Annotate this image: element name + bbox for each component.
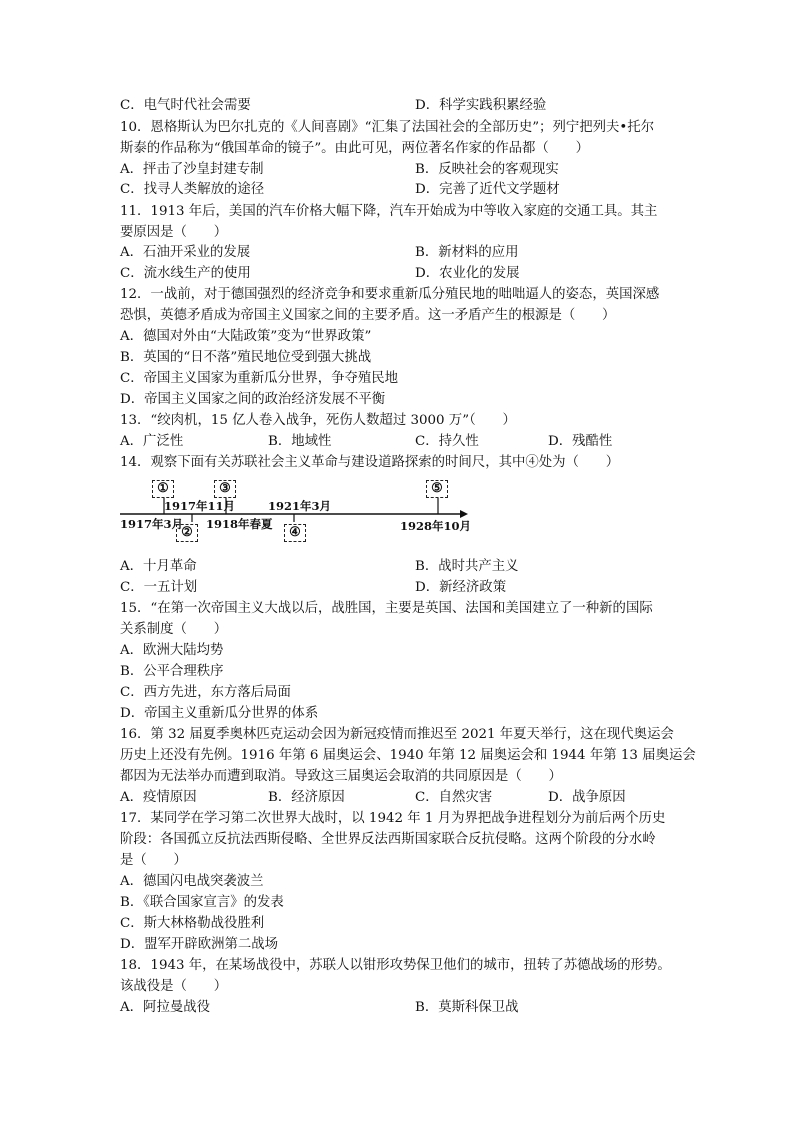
q11-stem-line-2: 要原因是（ ）	[120, 225, 228, 240]
q17-stem-line-1: 17．某同学在学习第二次世界大战时，以 1942 年 1 月为界把战争进程划分为前后两个历史	[120, 811, 666, 826]
q15-option-b: B．公平合理秩序	[120, 664, 224, 679]
q12-stem-line-2: 恐惧，英德矛盾成为帝国主义国家之间的主要矛盾。这一矛盾产生的根源是（ ）	[120, 308, 616, 323]
q17-option-c: C．斯大林格勒战役胜利	[120, 916, 265, 931]
q11-option-c: C．流水线生产的使用	[120, 266, 251, 281]
q11-option-a: A．石油开采业的发展	[120, 245, 251, 260]
q16-stem-line-3: 都因为无法举办而遭到取消。导致这三届奥运会取消的共同原因是（ ）	[120, 769, 562, 784]
q15-stem-line-2: 关系制度（ ）	[120, 622, 228, 637]
timeline-mark-2: ②	[176, 524, 198, 542]
q10-option-b: B．反映社会的客观现实	[415, 162, 559, 177]
q16-option-c: C．自然灾害	[415, 790, 493, 805]
q14-option-d: D．新经济政策	[415, 580, 507, 595]
q18-stem-line-1: 18．1943 年，在某场战役中，苏联人以钳形攻势保卫他们的城市，扭转了苏德战场的形势。	[120, 958, 671, 973]
q16-stem-line-1: 16．第 32 届夏季奥林匹克运动会因为新冠疫情而推迟至 2021 年夏天举行，这在现代奥运会	[120, 727, 674, 742]
q18-option-a: A．阿拉曼战役	[120, 1000, 211, 1015]
q12-option-c: C．帝国主义国家为重新瓜分世界，争夺殖民地	[120, 371, 399, 386]
q17-stem-line-3: 是（ ）	[120, 853, 187, 868]
timeline-mark-3: ③	[214, 480, 236, 498]
q16-option-d: D．战争原因	[548, 790, 626, 805]
q17-option-b: B．《联合国家宣言》的发表	[120, 895, 284, 910]
q13-option-a: A．广泛性	[120, 434, 184, 449]
timeline-label-1917-3: 1917年3月	[120, 517, 184, 531]
timeline-mark-4: ④	[284, 524, 306, 542]
q12-stem-line-1: 12．一战前，对于德国强烈的经济竞争和要求重新瓜分殖民地的咄咄逼人的姿态，英国深感	[120, 287, 660, 302]
timeline-label-1921-3: 1921年3月	[268, 499, 332, 513]
q16-option-a: A．疫情原因	[120, 790, 197, 805]
q16-option-b: B．经济原因	[268, 790, 345, 805]
q18-option-b: B．莫斯科保卫战	[415, 1000, 519, 1015]
q12-option-b: B．英国的“日不落”殖民地位受到强大挑战	[120, 350, 372, 365]
q16-stem-line-2: 历史上还没有先例。1916 年第 6 届奥运会、1940 年第 12 届奥运会和 1944 年第 13 届奥运会	[120, 748, 696, 763]
q10-stem-line-2: 斯泰的作品称为“俄国革命的镜子”。由此可见，两位著名作家的作品都（ ）	[120, 141, 589, 156]
q17-stem-line-2: 阶段：各国孤立反抗法西斯侵略、全世界反法西斯国家联合反抗侵略。这两个阶段的分水岭	[120, 832, 656, 847]
q15-option-d: D．帝国主义重新瓜分世界的体系	[120, 706, 319, 721]
q15-stem-line-1: 15．“在第一次帝国主义大战以后，战胜国，主要是英国、法国和美国建立了一种新的国际	[120, 601, 653, 616]
q15-option-c: C．西方先进，东方落后局面	[120, 685, 291, 700]
q11-option-d: D．农业化的发展	[415, 266, 520, 281]
q10-stem-line-1: 10．恩格斯认为巴尔扎克的《人间喜剧》“汇集了法国社会的全部历史”；列宁把列夫•托尔	[120, 120, 655, 135]
q13-option-d: D．残酷性	[548, 434, 613, 449]
q12-option-a: A．德国对外由“大陆政策”变为“世界政策”	[120, 329, 372, 344]
q11-option-b: B．新材料的应用	[415, 245, 519, 260]
q13-stem-line-1: 13．“绞肉机，15 亿人卷入战争，死伤人数超过 3000 万”（ ）	[120, 413, 516, 428]
timeline-figure	[118, 476, 472, 546]
timeline-mark-1: ①	[152, 480, 174, 498]
q14-stem-line-1: 14．观察下面有关苏联社会主义革命与建设道路探索的时间尺，其中④处为（ ）	[120, 455, 620, 470]
q10-option-a: A．抨击了沙皇封建专制	[120, 162, 264, 177]
q10-option-d: D．完善了近代文学题材	[415, 182, 560, 197]
q13-option-c: C．持久性	[415, 434, 479, 449]
timeline-label-1918: 1918年春夏	[206, 517, 273, 531]
q17-option-d: D．盟军开辟欧洲第二战场	[120, 937, 279, 952]
q12-option-d: D．帝国主义国家之间的政治经济发展不平衡	[120, 392, 386, 407]
q18-stem-line-2: 该战役是（ ）	[120, 979, 228, 994]
q9-option-d: D．科学实践积累经验	[415, 98, 547, 113]
timeline-mark-5: ⑤	[426, 480, 448, 498]
q14-option-a: A．十月革命	[120, 559, 197, 574]
q13-option-b: B．地域性	[268, 434, 332, 449]
q15-option-a: A．欧洲大陆均势	[120, 643, 224, 658]
timeline-label-1917-11: 1917年11月	[164, 499, 236, 513]
timeline-label-1928-10: 1928年10月	[400, 519, 472, 533]
q14-option-b: B．战时共产主义	[415, 559, 519, 574]
q9-option-c: C．电气时代社会需要	[120, 98, 251, 113]
q17-option-a: A．德国闪电战突袭波兰	[120, 874, 264, 889]
q10-option-c: C．找寻人类解放的途径	[120, 182, 265, 197]
q14-option-c: C．一五计划	[120, 580, 198, 595]
q11-stem-line-1: 11．1913 年后，美国的汽车价格大幅下降，汽车开始成为中等收入家庭的交通工具。其主	[120, 204, 658, 219]
